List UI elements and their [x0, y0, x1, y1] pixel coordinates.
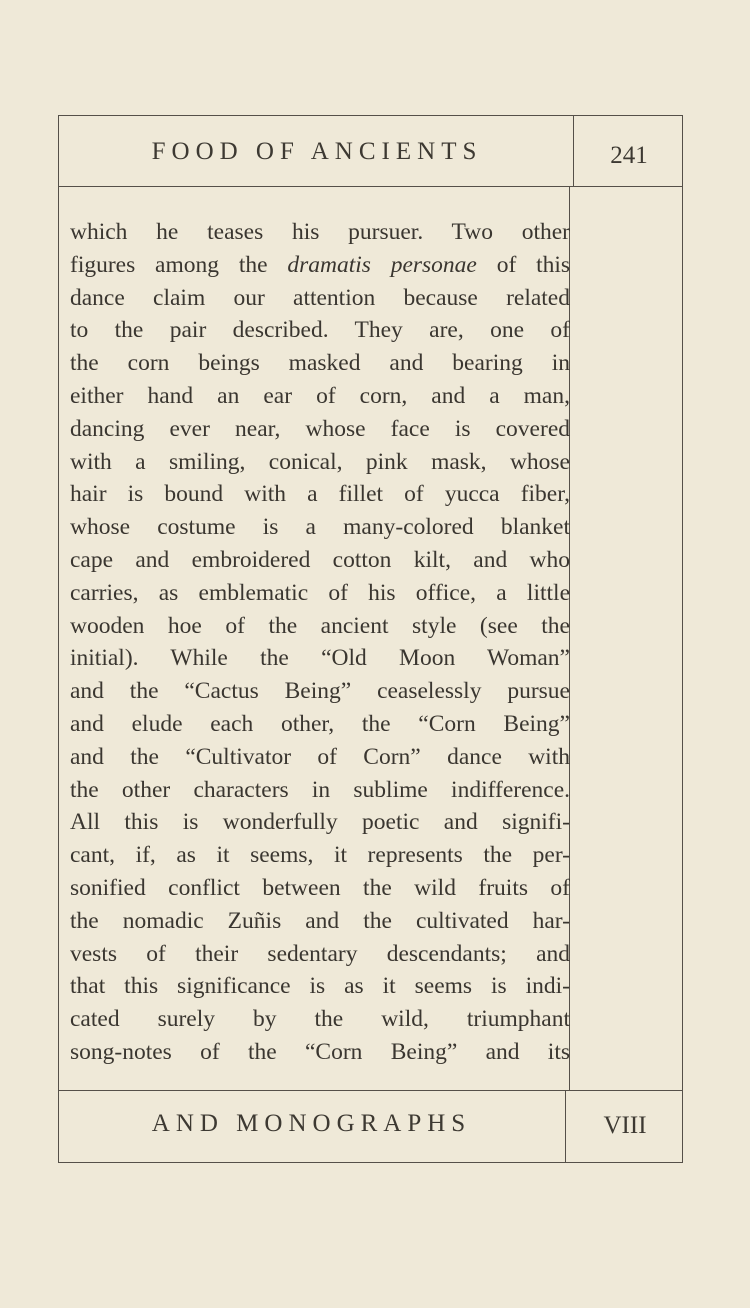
series-title: AND MONOGRAPHS — [151, 1110, 472, 1137]
text-line: with a smiling, conical, pink mask, whose — [70, 448, 570, 475]
page-number: 241 — [610, 142, 648, 169]
header-divider — [573, 115, 574, 187]
text-fragment: of this — [496, 251, 571, 278]
text-line: which he teases his pursuer. Two other — [70, 219, 570, 245]
volume-number: VIII — [603, 1112, 647, 1139]
text-line: and elude each other, the “Corn Being” — [70, 710, 570, 737]
text-line: whose costume is a many-colored blanket — [70, 514, 570, 541]
text-line: wooden hoe of the ancient style (see the — [70, 612, 570, 639]
text-line: the corn beings masked and bearing in — [70, 350, 570, 377]
text-line: dance claim our attention because related — [70, 284, 570, 311]
running-title: FOOD OF ANCIENTS — [151, 138, 483, 165]
italic-phrase: dramatis personae — [287, 251, 477, 278]
text-line: initial). While the “Old Moon Woman” — [70, 645, 570, 672]
text-line: to the pair described. They are, one of — [70, 317, 570, 344]
text-line: song-notes of the “Corn Being” and its — [70, 1038, 570, 1065]
text-fragment: figures among the — [70, 251, 268, 278]
body-text — [70, 216, 570, 1069]
footer-rule — [58, 1090, 683, 1091]
text-line: carries, as emblematic of his office, a little — [70, 579, 570, 606]
text-line: cant, if, as it seems, it represents the per- — [70, 842, 570, 869]
text-line: cated surely by the wild, triumphant — [70, 1006, 570, 1033]
text-line: All this is wonderfully poetic and signifi- — [70, 809, 570, 836]
text-line: sonified conflict between the wild fruits of — [70, 874, 570, 901]
text-line: the nomadic Zuñis and the cultivated har- — [70, 907, 570, 934]
text-line: and the “Cultivator of Corn” dance with — [70, 743, 570, 770]
text-line: cape and embroidered cotton kilt, and who — [70, 546, 570, 573]
text-line: either hand an ear of corn, and a man, — [70, 382, 570, 409]
text-line — [70, 249, 570, 282]
text-line: dancing ever near, whose face is covered — [70, 415, 570, 442]
text-line: the other characters in sublime indifference. — [70, 776, 570, 803]
text-line: hair is bound with a fillet of yucca fiber, — [70, 481, 570, 508]
text-line: vests of their sedentary descendants; and — [70, 940, 570, 967]
footer-divider — [565, 1090, 566, 1163]
header-rule — [58, 186, 683, 187]
text-line: that this significance is as it seems is indi- — [70, 973, 570, 1000]
text-line: and the “Cactus Being” ceaselessly pursue — [70, 678, 570, 705]
